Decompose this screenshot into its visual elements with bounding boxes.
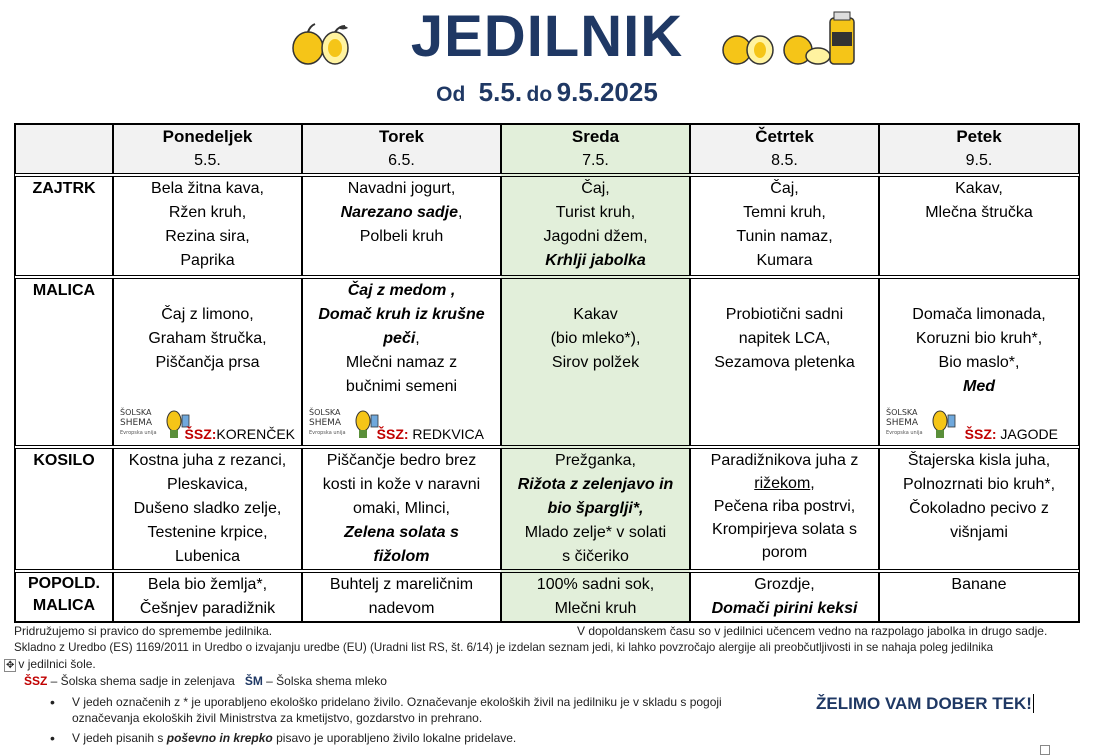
ssz-badge: ŠOLSKA SHEMA Evropska unija ŠSZ:KORENČEK: [118, 403, 299, 443]
kosilo-thursday: Paradižnikova juha z rižekom, Pečena riba postrvi, Krompirjeva solata s porom: [690, 448, 879, 570]
table-row: [15, 448, 1079, 570]
kosilo-monday: Kostna juha z rezanci, Pleskavica, Dušeno sladko zelje, Testenine krpice, Lubenica: [113, 448, 302, 570]
note-apples: V dopoldanskem času so v jedilnici učencem vedno na razpolago jabolka in drugo sadje.: [577, 624, 1048, 638]
day-monday: Ponedeljek 5.5.: [113, 124, 302, 174]
apple-icon: [290, 22, 354, 68]
svg-text:ŠOLSKA: ŠOLSKA: [886, 408, 918, 417]
move-handle-icon[interactable]: ✥: [6, 660, 15, 671]
svg-text:Evropska unija: Evropska unija: [309, 430, 346, 436]
row-label-zajtrk: ZAJTRK: [15, 176, 113, 276]
day-thursday: Četrtek 8.5.: [690, 124, 879, 174]
popold-tuesday: Buhtelj z mareličnim nadevom: [302, 572, 501, 622]
svg-text:SHEMA: SHEMA: [886, 418, 919, 428]
popold-thursday: Grozdje, Domači pirini keksi: [690, 572, 879, 622]
popold-wednesday: 100% sadni sok, Mlečni kruh: [501, 572, 690, 622]
date-range: Od 5.5. do 9.5.2025: [436, 77, 658, 107]
zajtrk-friday: Kakav, Mlečna štručka: [879, 176, 1079, 276]
svg-text:SHEMA: SHEMA: [309, 418, 342, 428]
day-friday: Petek 9.5.: [879, 124, 1079, 174]
zajtrk-tuesday: Navadni jogurt, Narezano sadje, Polbeli kruh: [302, 176, 501, 276]
malica-tuesday: Čaj z medom , Domač kruh iz krušne peči, Mlečni namaz z bučnimi semeni ŠOLSKA SHEMA Evropska unija ŠSZ: REDKVICA: [302, 278, 501, 446]
row-label-malica: MALICA: [15, 278, 113, 446]
resize-handle-icon[interactable]: [1040, 745, 1050, 755]
svg-text:Evropska unija: Evropska unija: [886, 430, 923, 436]
page-title: JEDILNIK: [410, 4, 684, 69]
school-scheme-logo: [307, 403, 383, 441]
bullet-local: • V jedeh pisanih s poševno in krepko pisavo je uporabljeno živilo lokalne pridelave.: [50, 730, 517, 746]
table-row: [15, 176, 1079, 276]
zajtrk-monday: Bela žitna kava, Ržen kruh, Rezina sira, Paprika: [113, 176, 302, 276]
svg-text:ŠOLSKA: ŠOLSKA: [120, 408, 152, 417]
day-wednesday: Sreda 7.5.: [501, 124, 690, 174]
svg-text:Evropska unija: Evropska unija: [120, 430, 157, 436]
closing-wish: ŽELIMO VAM DOBER TEK!: [816, 694, 1032, 713]
day-tuesday: Torek 6.5.: [302, 124, 501, 174]
svg-text:SHEMA: SHEMA: [120, 418, 153, 428]
zajtrk-thursday: Čaj, Temni kruh, Tunin namaz, Kumara: [690, 176, 879, 276]
text-cursor: [1033, 694, 1034, 713]
legend: ŠSZ – Šolska shema sadje in zelenjava ŠM – Šolska shema mleko: [24, 674, 387, 688]
table-row: [15, 278, 1079, 446]
row-label-kosilo: KOSILO: [15, 448, 113, 570]
note-allergens: Skladno z Uredbo (ES) 1169/2011 in Uredbo o izvajanju uredbe (EU) (Uradni list RS, št. 6/14) je izdelan seznam jedi, ki lahko povzročajo alergije ali preobčutljivosti in se nahaja poleg jedilnika: [14, 641, 994, 654]
school-scheme-logo: [884, 403, 960, 441]
popold-friday: Banane: [879, 572, 1079, 622]
note-allergens-cont: ✥ v jedilnici šole.: [6, 657, 96, 671]
malica-friday: Domača limonada, Koruzni bio kruh*, Bio maslo*, Med ŠOLSKA SHEMA Evropska unija ŠSZ: JAGODE: [879, 278, 1079, 446]
svg-text:ŠOLSKA: ŠOLSKA: [309, 408, 341, 417]
menu-table: [14, 123, 1080, 623]
note-changes: Pridružujemo si pravico do spremembe jedilnika.: [14, 624, 273, 638]
kosilo-tuesday: Piščančje bedro brez kosti in kože v naravni omaki, Mlinci, Zelena solata s fižolom: [302, 448, 501, 570]
row-label-popold: POPOLD. MALICA: [15, 572, 113, 622]
kosilo-friday: Štajerska kisla juha, Polnozrnati bio kruh*, Čokoladno pecivo z višnjami: [879, 448, 1079, 570]
kosilo-wednesday: Prežganka, Rižota z zelenjavo in bio šparglji*, Mlado zelje* v solati s čičeriko: [501, 448, 690, 570]
corner-cell: [15, 124, 113, 174]
fruit-juice-icon: [720, 10, 860, 68]
malica-thursday: Probiotični sadni napitek LCA, Sezamova pletenka: [690, 278, 879, 446]
school-scheme-logo: [118, 403, 194, 441]
ssz-badge: ŠOLSKA SHEMA Evropska unija ŠSZ: JAGODE: [884, 403, 1076, 443]
malica-wednesday: Kakav (bio mleko*), Sirov polžek: [501, 278, 690, 446]
malica-monday: Čaj z limono, Graham štručka, Piščančja prsa ŠOLSKA SHEMA Evropska unija ŠSZ:KORENČEK: [113, 278, 302, 446]
popold-monday: Bela bio žemlja*, Češnjev paradižnik: [113, 572, 302, 622]
zajtrk-wednesday: Čaj, Turist kruh, Jagodni džem, Krhlji jabolka: [501, 176, 690, 276]
table-row: [15, 572, 1079, 622]
ssz-badge: ŠOLSKA SHEMA Evropska unija ŠSZ: REDKVICA: [307, 403, 498, 443]
bullet-organic: • V jedeh označenih z * je uporabljeno ekološko pridelano živilo. Označevanje ekoloških živil na jedilniku je v skladu s pogoji označevanja ekoloških živil Ministrstva za kmetijstvo, gozdarstvo in prehrano.: [50, 694, 722, 725]
table-header-row: [15, 124, 1079, 174]
